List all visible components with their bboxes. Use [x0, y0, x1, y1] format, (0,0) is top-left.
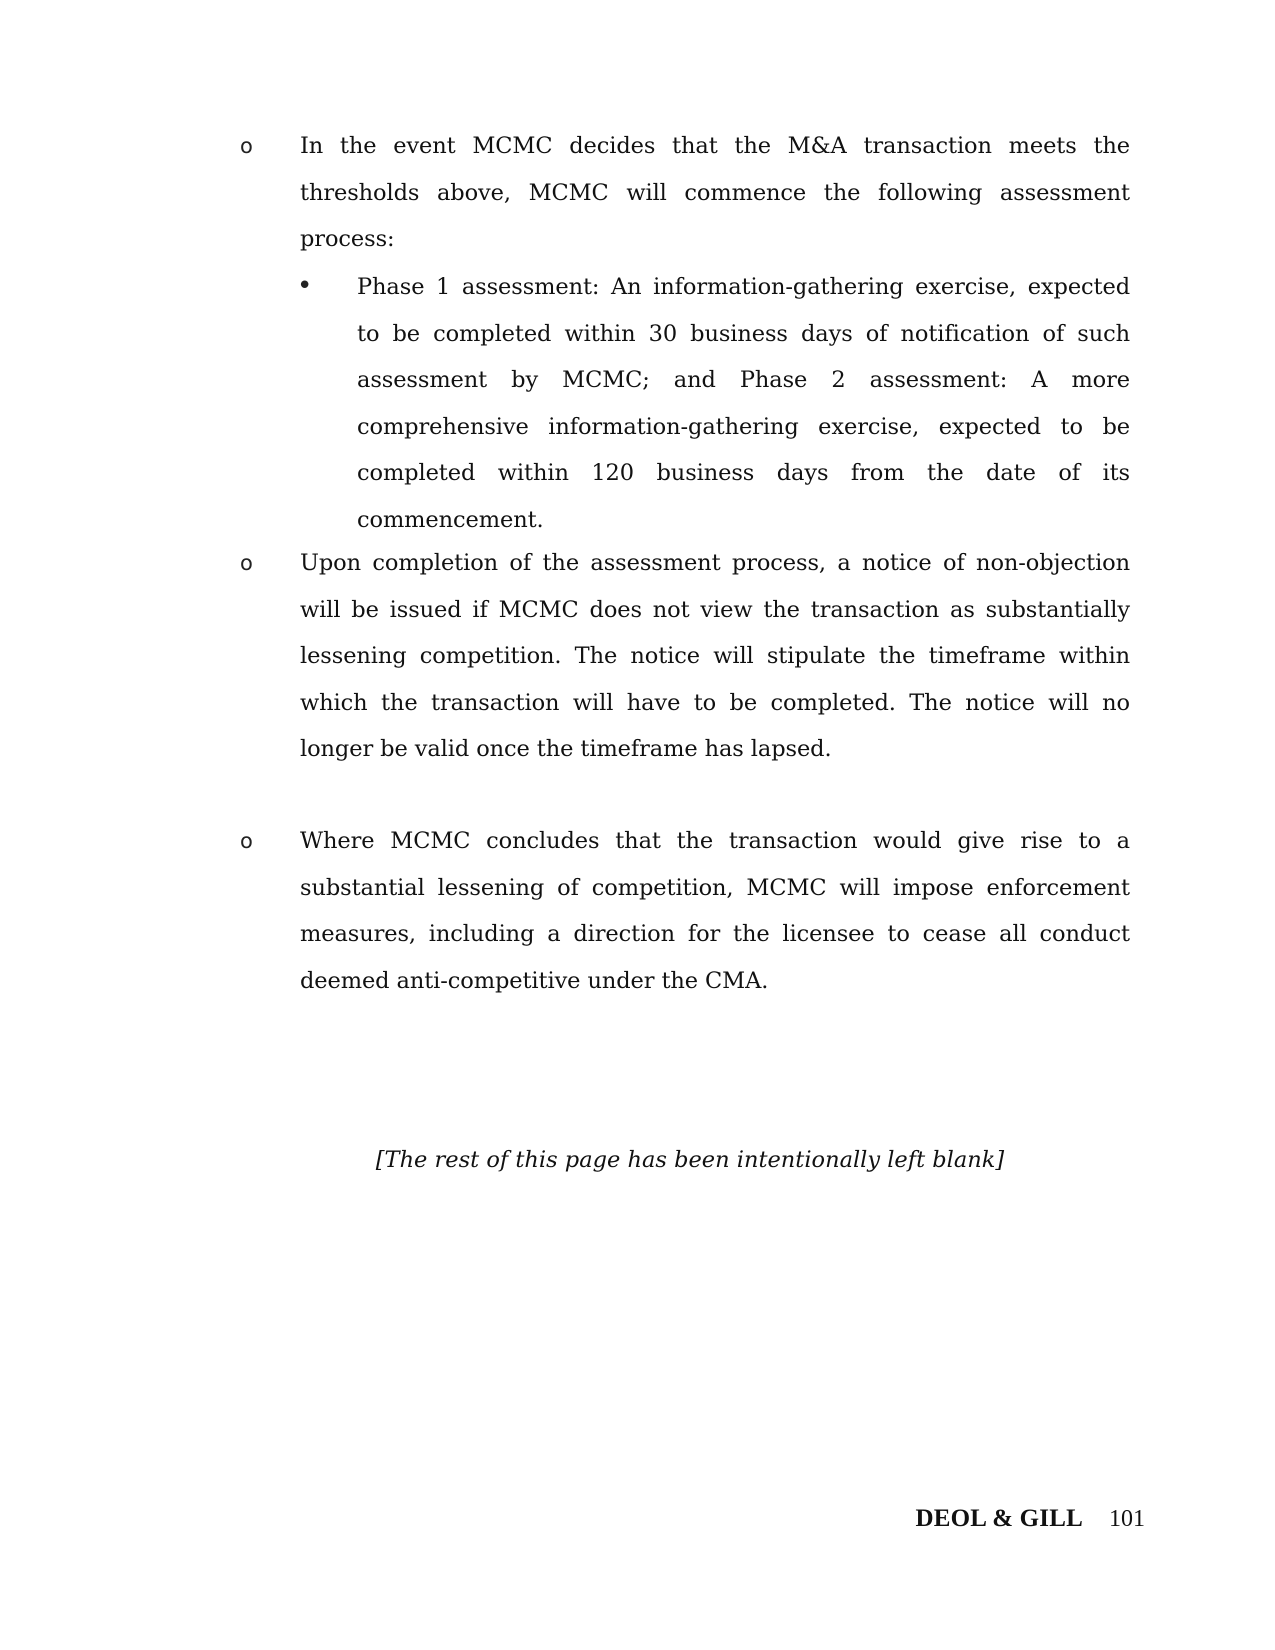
paragraph-text: Upon completion of the assessment process, a notice of non-objection will be issued if MCMC does not view the transaction as substantially lessening competition. The notice will stipulate the timeframe within which the transaction will have to be completed. The notice will no longer be valid once the timeframe has lapsed.: [300, 550, 1130, 762]
hollow-bullet-icon: o: [240, 551, 253, 575]
hollow-bullet-icon: o: [240, 134, 253, 158]
solid-bullet-icon: •: [297, 271, 313, 301]
hollow-bullet-icon: o: [240, 829, 253, 853]
paragraph-text: In the event MCMC decides that the M&A transaction meets the thresholds above, MCMC will commence the following assessment process:: [300, 133, 1130, 252]
blank-page-note: [The rest of this page has been intentionally left blank]: [375, 1147, 1005, 1173]
paragraph-text: Phase 1 assessment: An information-gathering exercise, expected to be completed within 30 business days of notification of such assessment by MCMC; and Phase 2 assessment: A more comprehensive information-gathering exercise, expected to be completed within 120 business days from the date of its commencement.: [357, 274, 1130, 533]
firm-name: DEOL & GILL: [915, 1505, 1083, 1532]
paragraph-text: Where MCMC concludes that the transaction would give rise to a substantial lessening of competition, MCMC will impose enforcement measures, including a direction for the licensee to cease all conduct deemed anti-competitive under the CMA.: [300, 828, 1130, 994]
page-number: 101: [1109, 1506, 1145, 1532]
page-footer: [915, 1505, 1145, 1533]
